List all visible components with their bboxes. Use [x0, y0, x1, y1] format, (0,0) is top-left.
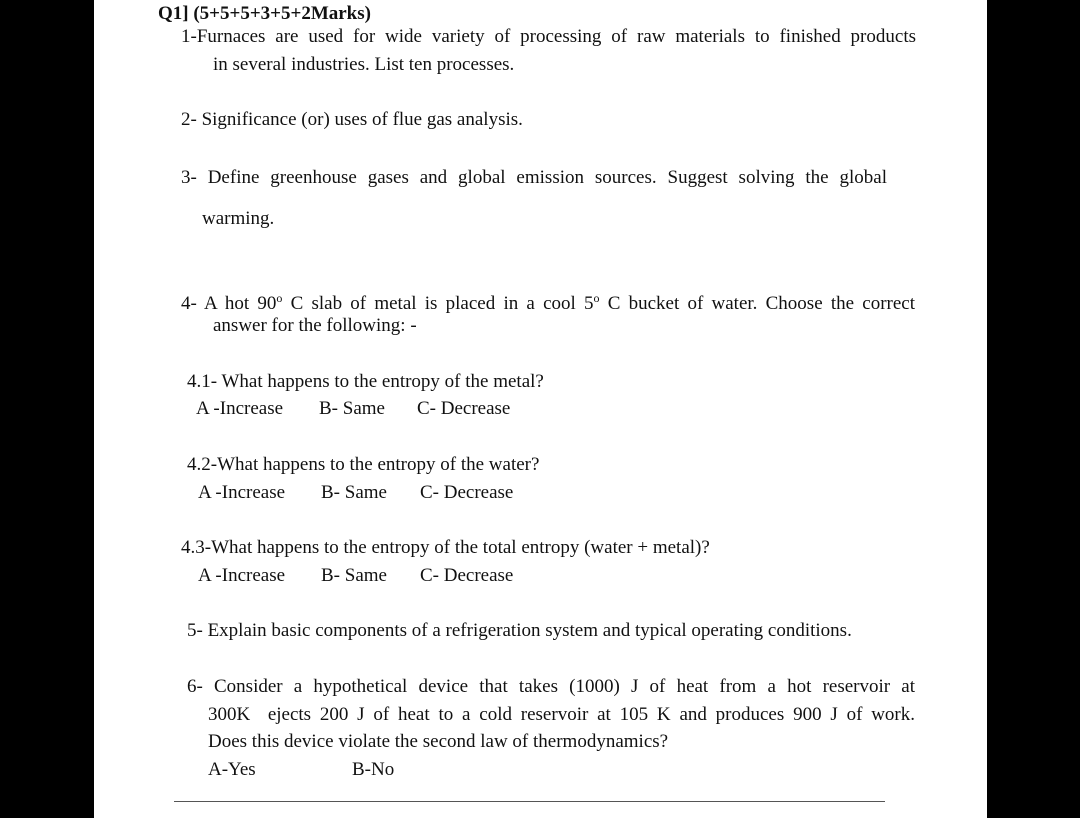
q6-line-3: Does this device violate the second law of thermodynamics?	[208, 731, 669, 752]
q6-option-b: B-No	[352, 759, 395, 780]
q4-line-2: answer for the following: -	[213, 315, 417, 336]
q4-1-option-a: A -Increase	[196, 398, 284, 419]
q4-3-option-c: C- Decrease	[420, 565, 514, 586]
document-page	[94, 0, 987, 818]
q6-line-2: 300K ejects 200 J of heat to a cold reservoir at 105 K and produces 900 J of work.	[208, 704, 915, 725]
q4-1-option-b: B- Same	[319, 398, 385, 419]
q3-line-2: warming.	[202, 208, 275, 229]
q4-3-option-a: A -Increase	[198, 565, 286, 586]
q4-1-question: 4.1- What happens to the entropy of the metal?	[187, 371, 544, 392]
q4-2-question: 4.2-What happens to the entropy of the water?	[187, 454, 540, 475]
q4-2-option-b: B- Same	[321, 482, 387, 503]
q6-option-a: A-Yes	[208, 759, 256, 780]
bottom-divider	[174, 801, 885, 802]
q4-3-question: 4.3-What happens to the entropy of the total entropy (water + metal)?	[181, 537, 710, 558]
q4-1-option-c: C- Decrease	[417, 398, 511, 419]
q3-line-1: 3- Define greenhouse gases and global emission sources. Suggest solving the global	[181, 167, 887, 188]
q2-text: 2- Significance (or) uses of flue gas analysis.	[181, 109, 523, 130]
q4-2-option-a: A -Increase	[198, 482, 286, 503]
q1-line-1: 1-Furnaces are used for wide variety of processing of raw materials to finished products	[181, 26, 916, 47]
q6-line-1: 6- Consider a hypothetical device that takes (1000) J of heat from a hot reservoir at	[187, 676, 915, 697]
q4-line-1: 4- A hot 90$^o$ C slab of metal is placed in a cool 5$^o$ C bucket of water. Choose the correct	[181, 291, 916, 314]
q1-line-2: in several industries. List ten processes.	[213, 54, 515, 75]
section-title: Q1] (5+5+5+3+5+2Marks)	[158, 3, 371, 24]
q5-text: 5- Explain basic components of a refrigeration system and typical operating conditions.	[187, 620, 852, 641]
q4-2-option-c: C- Decrease	[420, 482, 514, 503]
q4-3-option-b: B- Same	[321, 565, 387, 586]
